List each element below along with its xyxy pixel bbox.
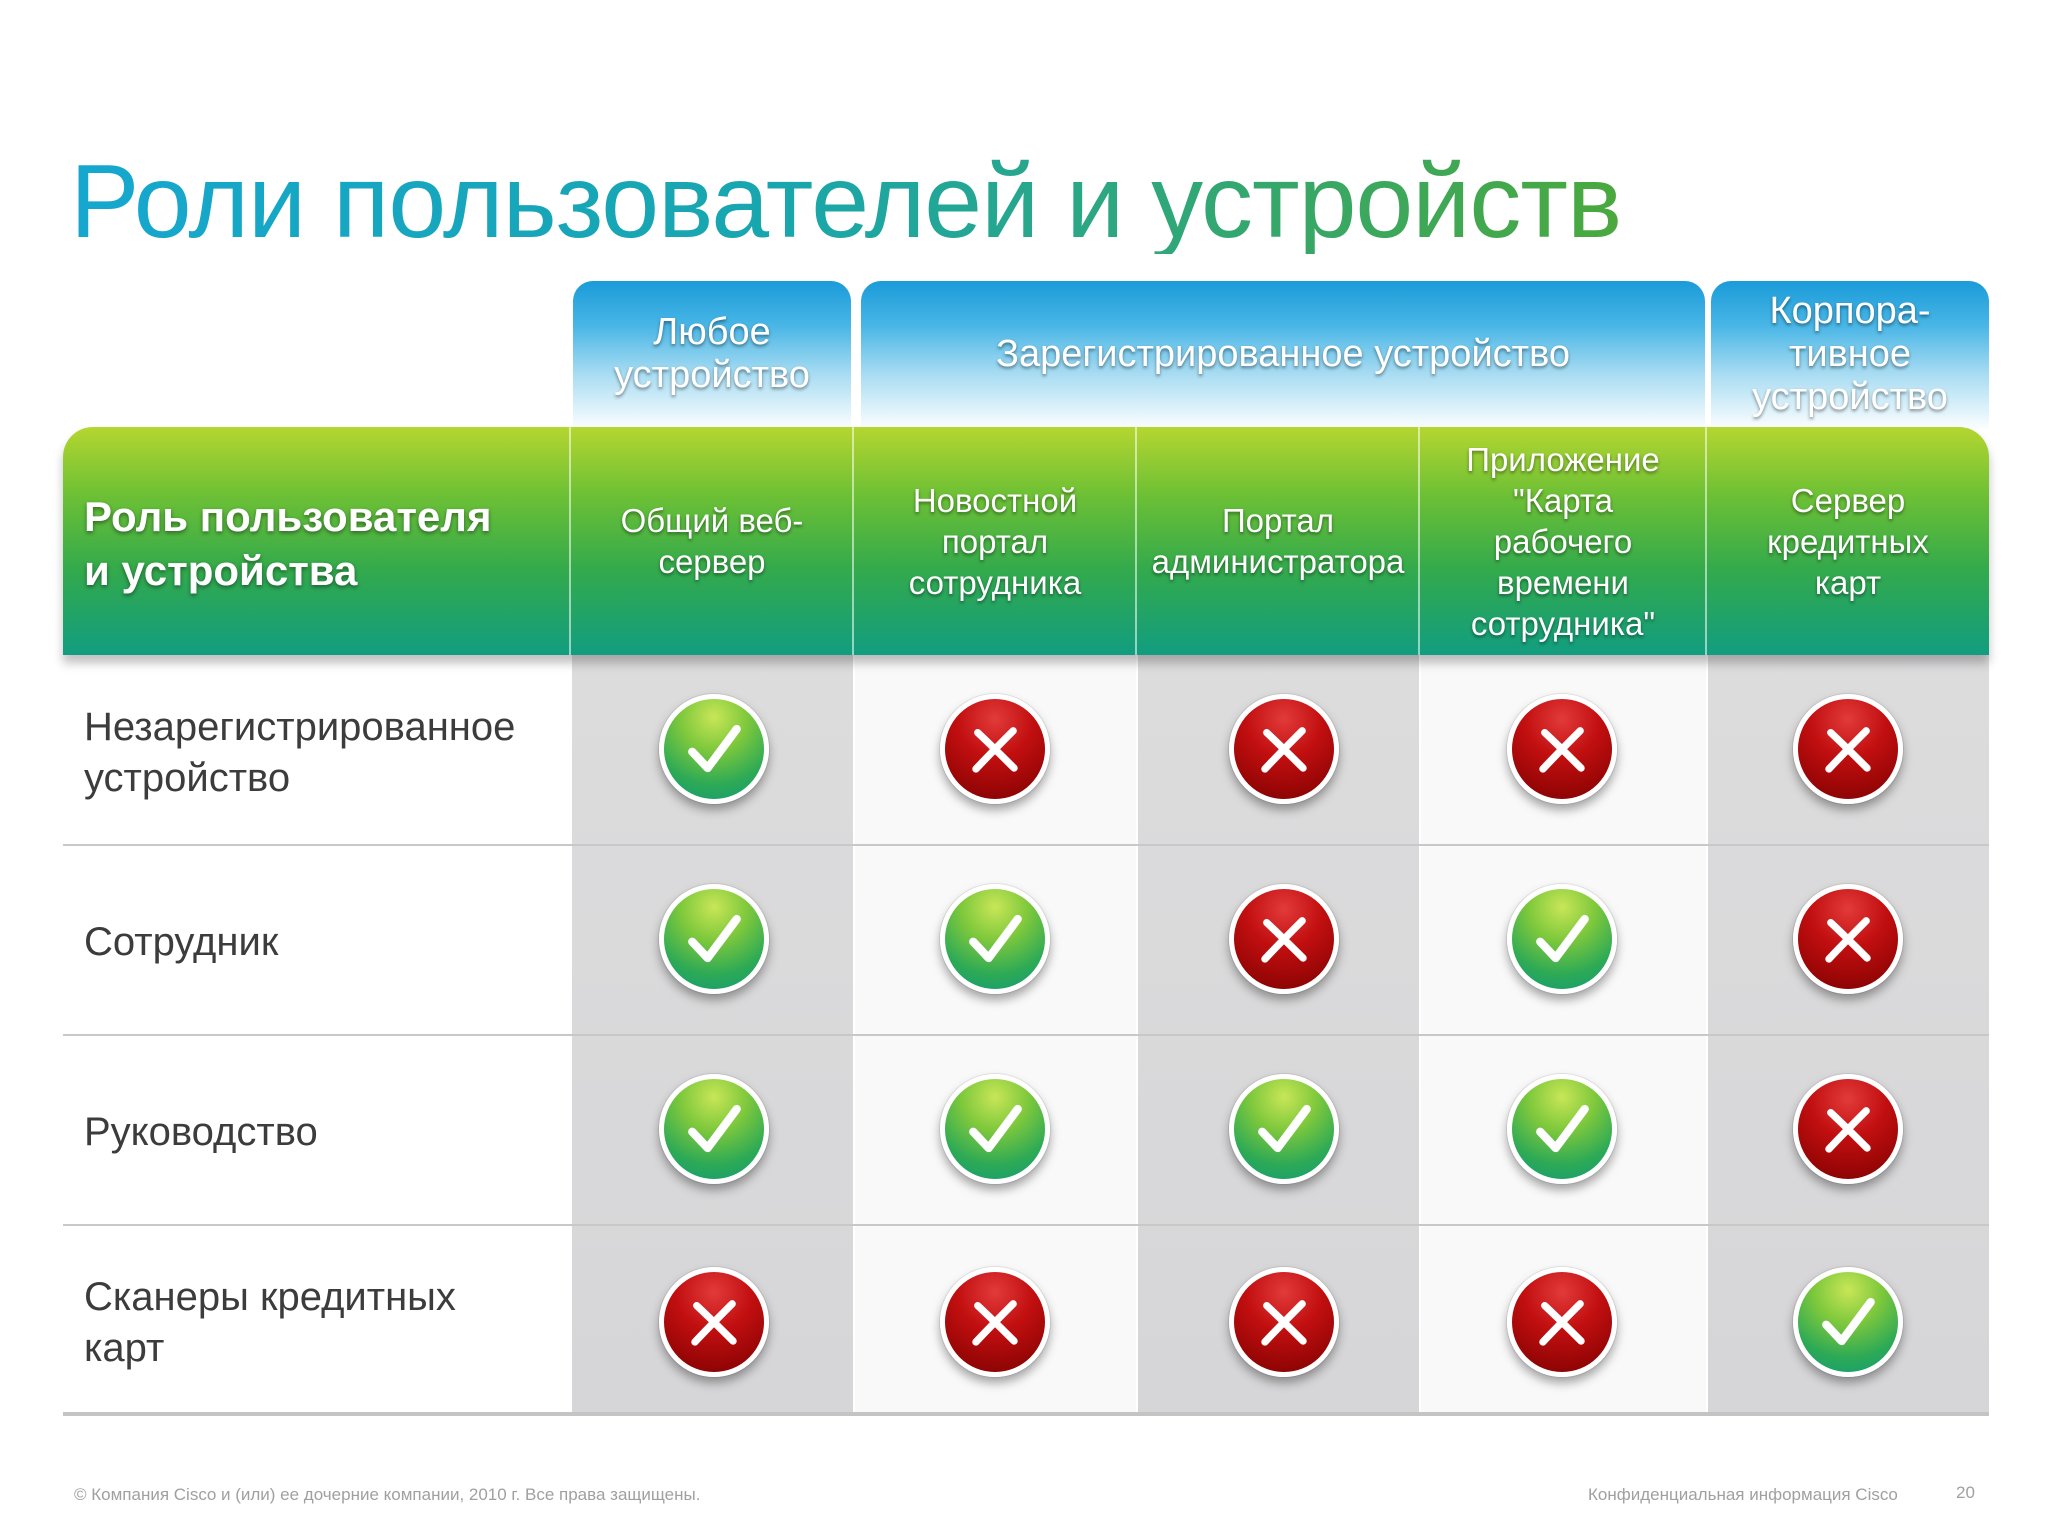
row-label-management: Руководство [84, 1110, 318, 1154]
column-header-credit-card-server: Сервер кредитных карт [1767, 481, 1929, 601]
table-bottom-border [63, 1412, 1989, 1416]
check-icon [1507, 884, 1617, 994]
check-icon [1229, 1074, 1339, 1184]
row-label-unregistered-device: Незарегистрированное устройство [84, 705, 516, 800]
row-header-label: Роль пользователя и устройства [84, 493, 492, 594]
cross-icon [1793, 694, 1903, 804]
row-divider [63, 1034, 1989, 1036]
group-header-registered-device: Зарегистрированное устройство [861, 281, 1705, 431]
page-number: 20 [1956, 1483, 1975, 1502]
footer-copyright: © Компания Cisco и (или) ее дочерние компании, 2010 г. Все права защищены. [74, 1485, 701, 1504]
check-icon [659, 1074, 769, 1184]
check-icon [1793, 1267, 1903, 1377]
cross-icon [1229, 884, 1339, 994]
cross-icon [940, 1267, 1050, 1377]
cross-icon [1229, 694, 1339, 804]
cross-icon [1793, 1074, 1903, 1184]
column-header-timesheet-app: Приложение "Карта рабочего времени сотрудника" [1466, 440, 1660, 642]
check-icon [940, 884, 1050, 994]
cross-icon [1507, 694, 1617, 804]
cross-icon [940, 694, 1050, 804]
check-icon [1507, 1074, 1617, 1184]
column-header-news-portal: Новостной портал сотрудника [908, 481, 1082, 601]
check-icon [659, 694, 769, 804]
group-header-any-device: Любое устройство [573, 281, 851, 431]
check-icon [940, 1074, 1050, 1184]
cross-icon [659, 1267, 769, 1377]
group-header-corporate-device: Корпора- тивное устройство [1711, 281, 1989, 431]
row-label-employee: Сотрудник [84, 920, 279, 964]
row-label-card-scanners: Сканеры кредитных карт [84, 1275, 456, 1370]
page-title: Роли пользователей и устройств [70, 144, 1622, 260]
cross-icon [1507, 1267, 1617, 1377]
row-divider [63, 844, 1989, 846]
row-divider [63, 1224, 1989, 1226]
cross-icon [1229, 1267, 1339, 1377]
column-header-web-server: Общий веб- сервер [620, 502, 804, 580]
check-icon [659, 884, 769, 994]
cross-icon [1793, 884, 1903, 994]
footer-confidential: Конфиденциальная информация Cisco [1588, 1485, 1898, 1504]
column-header-admin-portal: Портал администратора [1151, 502, 1405, 580]
